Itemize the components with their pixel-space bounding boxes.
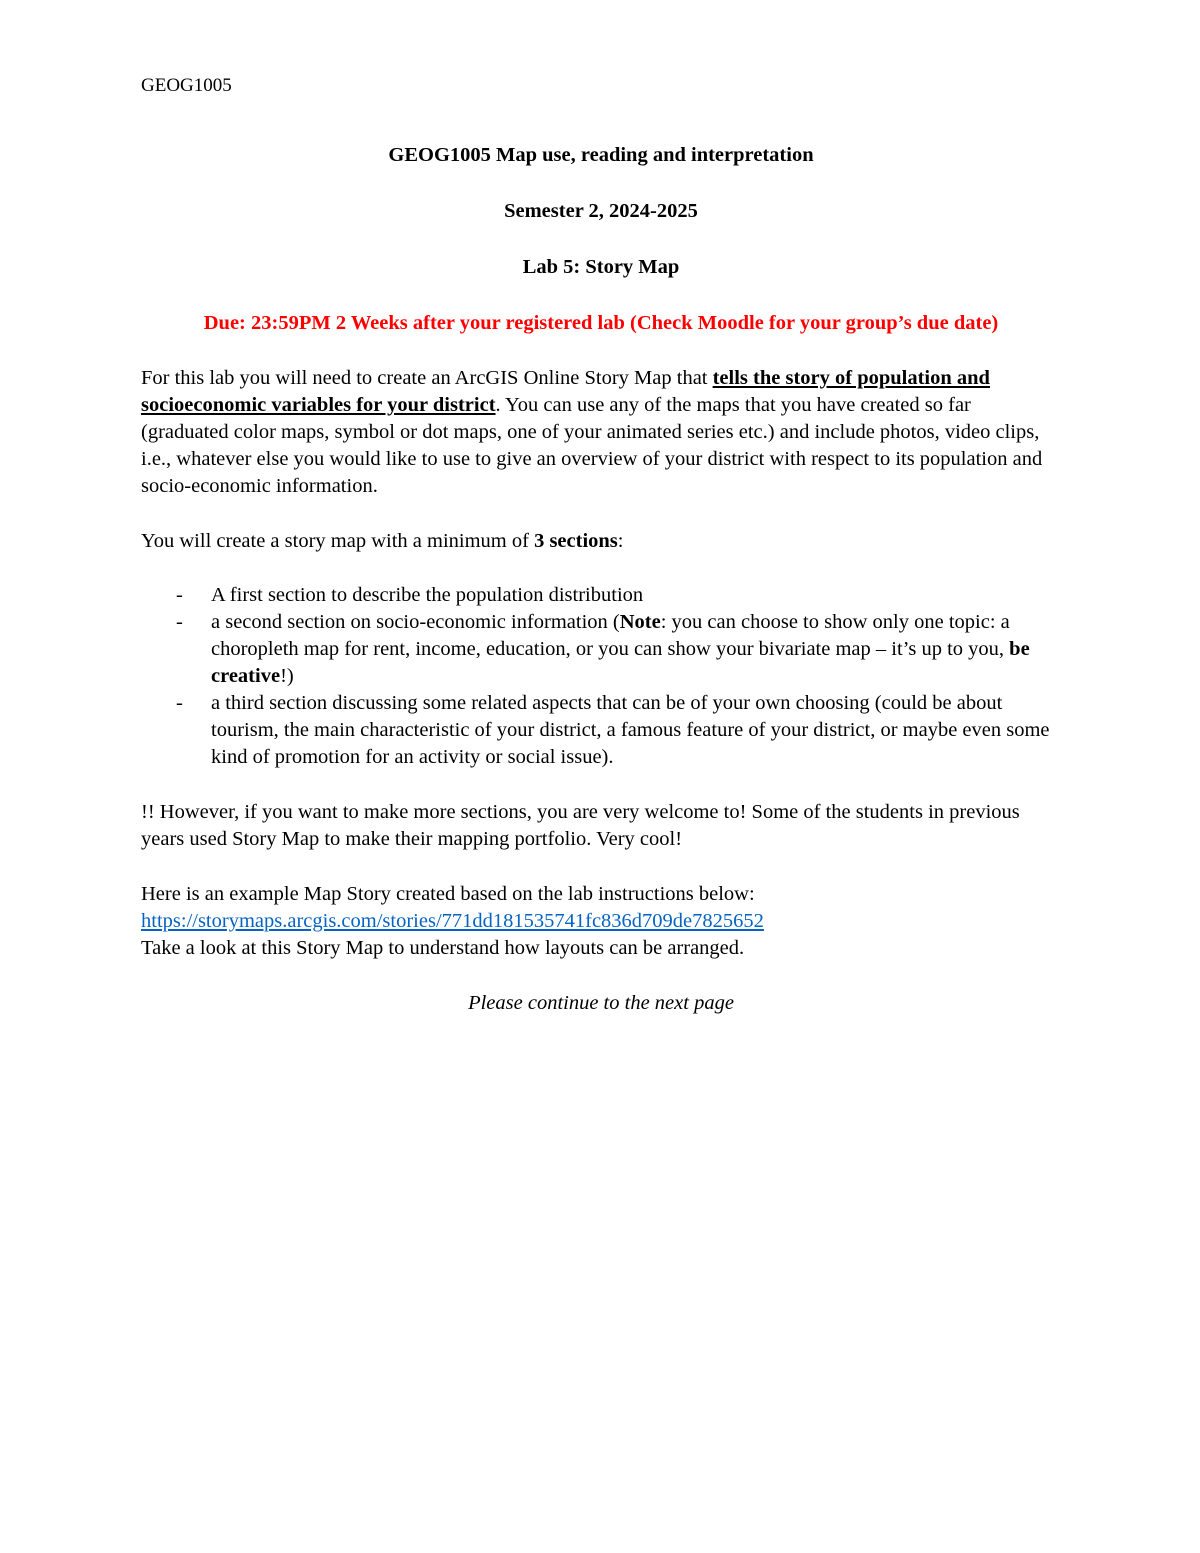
- example-after-text: Take a look at this Story Map to understand how layouts can be arranged.: [141, 937, 745, 959]
- sections-intro-bold: 3 sections: [534, 530, 618, 552]
- example-intro: Here is an example Map Story created based on the lab instructions below:: [141, 883, 755, 905]
- intro-text-1: For this lab you will need to create an ArcGIS Online Story Map that: [141, 367, 713, 389]
- list-dash: -: [176, 584, 183, 606]
- lab-title: Lab 5: Story Map: [522, 256, 680, 278]
- example-story-map-link[interactable]: https://storymaps.arcgis.com/stories/771dd181535741fc836d709de7825652: [141, 910, 764, 932]
- section-item-2-creative: be creative: [211, 638, 1030, 687]
- course-title: GEOG1005 Map use, reading and interpretation: [388, 144, 814, 166]
- section-item-2-text-1: a second section on socio-economic information (: [211, 611, 620, 633]
- list-item: [141, 582, 1061, 609]
- continue-note: Please continue to the next page: [468, 992, 734, 1014]
- section-item-1: A first section to describe the population distribution: [211, 584, 644, 606]
- intro-emphasis: tells the story of population and socioeconomic variables for your district: [141, 367, 990, 416]
- list-item: [141, 609, 1061, 690]
- more-sections-note: !! However, if you want to make more sections, you are very welcome to! Some of the students in previous years used Story Map to make their mapping portfolio. Very cool!: [141, 801, 1020, 850]
- list-dash: -: [176, 692, 183, 714]
- section-item-2-note: Note: [619, 611, 661, 633]
- list-dash: -: [176, 611, 183, 633]
- example-block: [141, 881, 1061, 962]
- page-header-code: GEOG1005: [141, 75, 232, 96]
- intro-paragraph: [141, 365, 1061, 500]
- document-body: [141, 141, 1061, 1017]
- sections-intro-text-1: You will create a story map with a minimum of: [141, 530, 535, 552]
- list-item: [141, 690, 1061, 771]
- due-date-notice: Due: 23:59PM 2 Weeks after your registered lab (Check Moodle for your group’s due date): [203, 312, 999, 334]
- sections-intro-text-2: :: [617, 530, 624, 552]
- section-item-2-text-2: : you can choose to show only one topic: a choropleth map for rent, income, education, or you can show your bivariate map – it’s up to you,: [211, 611, 1010, 660]
- intro-text-2: . You can use any of the maps that you have created so far (graduated color maps, symbol or dot maps, one of your animated series etc.) and include photos, video clips, i.e., whatever else you would like to use to give an overview of your district with respect to its population and socio-economic information.: [141, 394, 1043, 497]
- section-item-2-text-3: !): [280, 665, 294, 687]
- semester-title: Semester 2, 2024-2025: [504, 200, 698, 222]
- sections-list: [141, 582, 1061, 771]
- section-item-3: a third section discussing some related aspects that can be of your own choosing (could be about tourism, the main characteristic of your district, a famous feature of your district, or maybe even some kind of promotion for an activity or social issue).: [211, 692, 1050, 768]
- sections-intro-paragraph: [141, 528, 1061, 555]
